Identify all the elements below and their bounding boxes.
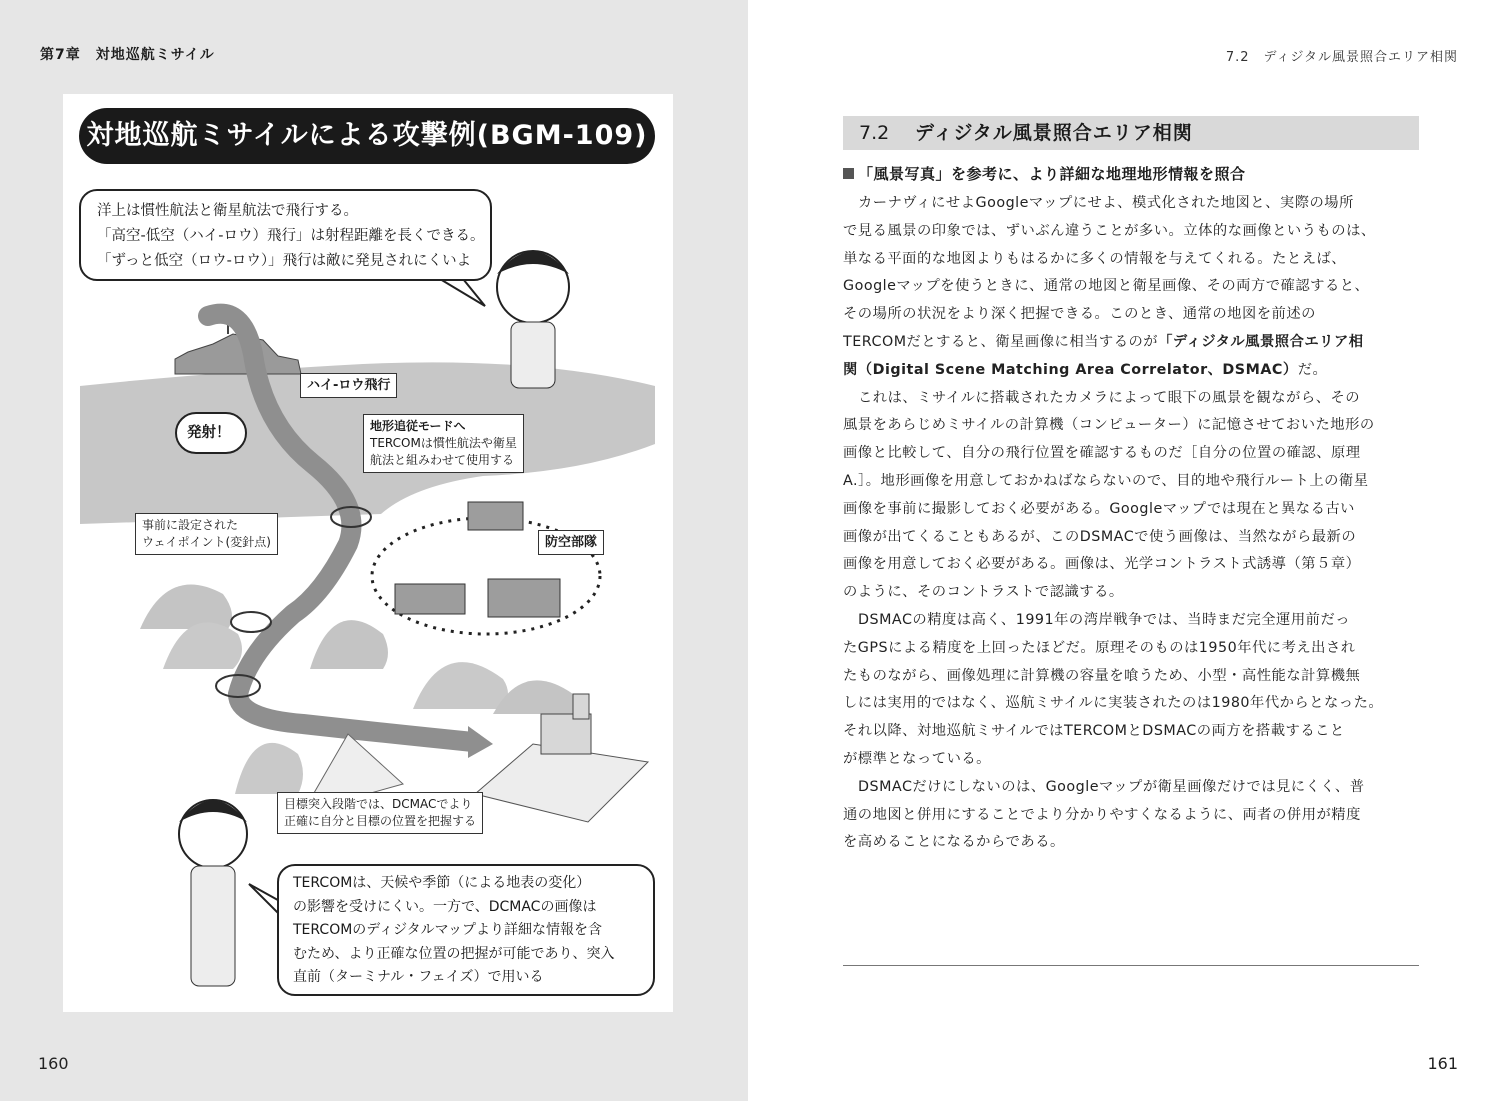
body-line: A.］。地形画像を用意しておかねばならないので、目的地や飛行ルート上の衛星 [843, 472, 1369, 489]
body-line: Googleマップを使うときに、通常の地図と衛星画像、その両方で確認すると、 [843, 278, 1370, 295]
label-waypoint [135, 513, 278, 555]
speech-bubble-bottom [277, 864, 655, 996]
body-line: DSMACだけにしないのは、Googleマップが衛星画像だけでは見にくく、普 [858, 778, 1365, 795]
chapter-running-head: 第7章 対地巡航ミサイル [40, 47, 215, 63]
term-emphasis: 関（Digital Scene Matching Area Correlator、DSMAC） [843, 361, 1298, 378]
body-line: で見る風景の印象では、ずいぶん違うことが多い。立体的な画像というものは、 [843, 222, 1376, 239]
speech-bottom-line: の影響を受けにくい。一方で、DCMACの画像は [293, 898, 597, 915]
page-number-left: 160 [38, 1054, 69, 1073]
speech-top-line: 洋上は慣性航法と衛星航法で飛行する。 [97, 203, 358, 219]
section-heading-bar [843, 116, 1419, 150]
label-terrain-line: 地形追従モードへ [370, 419, 466, 433]
subheading-text: 「風景写真」を参考に、より詳細な地理地形情報を照合 [858, 165, 1246, 183]
label-terminal-line: 正確に自分と目標の位置を把握する [284, 814, 477, 828]
body-line: 画像と比較して、自分の飛行位置を確認するものだ［自分の位置の確認、原理 [843, 445, 1361, 462]
section-title: ディジタル風景照合エリア相関 [915, 122, 1193, 144]
square-bullet-icon [843, 168, 854, 179]
term-emphasis: 「ディジタル風景照合エリア相 [1158, 333, 1364, 350]
figure-title: 対地巡航ミサイルによる攻撃例(BGM-109) [79, 108, 655, 164]
subheading [843, 163, 1246, 184]
speech-bubble-top [79, 189, 492, 281]
page-number-right: 161 [1427, 1054, 1458, 1073]
body-line: 風景をあらじめミサイルの計算機（コンピューター）に記憶させておいた地形の [843, 417, 1375, 434]
illustration-figure [63, 94, 673, 1012]
body-line: これは、ミサイルに搭載されたカメラによって眼下の風景を観ながら、その [858, 389, 1361, 406]
speech-bottom-line: 直前（ターミナル・フェイズ）で用いる [293, 969, 544, 985]
body-text [843, 190, 1419, 857]
end-rule-divider [843, 965, 1419, 966]
body-line: それ以降、対地巡航ミサイルではTERCOMとDSMACの両方を搭載すること [843, 723, 1345, 740]
section-number: 7.2 [859, 122, 890, 144]
body-line: 画像が出てくることもあるが、このDSMACで使う画像は、当然ながら最新の [843, 528, 1357, 545]
body-line [843, 329, 1419, 357]
left-page [0, 0, 748, 1101]
body-line: たものながら、画像処理に計算機の容量を喰うため、小型・高性能な計算機無 [843, 667, 1361, 684]
label-terrain-mode [363, 414, 524, 473]
body-line: 通の地図と併用にすることでより分かりやすくなるように、両者の併用が精度 [843, 806, 1361, 823]
body-line: しには実用的ではなく、巡航ミサイルに実装されたのは1980年代からとなった。 [843, 695, 1384, 712]
body-fragment: だ。 [1297, 361, 1328, 378]
label-waypoint-line: 事前に設定された [142, 518, 239, 532]
section-running-head: 7.2 ディジタル風景照合エリア相関 [1225, 50, 1458, 65]
label-terminal-line: 目標突入段階では、DCMACでより [284, 797, 473, 811]
label-terrain-line: TERCOMは慣性航法や衛星 [370, 436, 517, 450]
speech-top-line: 「ずっと低空（ロウ-ロウ）」飛行は敵に発見されにくいよ [97, 253, 472, 269]
body-line: が標準となっている。 [843, 750, 991, 767]
body-line: のように、そのコントラストで認識する。 [843, 584, 1124, 601]
label-waypoint-line: ウェイポイント(変針点) [142, 535, 271, 549]
speech-bottom-line: むため、より正確な位置の把握が可能であり、突入 [293, 945, 615, 962]
body-line: 画像を事前に撮影しておく必要がある。Googleマップでは現在と異なる古い [843, 500, 1355, 517]
body-line [843, 357, 1419, 385]
right-page [748, 0, 1500, 1101]
launch-bubble: 発射！ [175, 412, 247, 454]
label-hi-lo-flight: ハイ-ロウ飛行 [300, 373, 397, 398]
body-line: その場所の状況をより深く把握できる。このとき、通常の地図を前述の [843, 306, 1316, 323]
speech-top-line: 「高空-低空（ハイ-ロウ）飛行」は射程距離を長くできる。 [97, 228, 485, 244]
body-line: を高めることになるからである。 [843, 834, 1065, 851]
speech-bottom-line: TERCOMは、天候や季節（による地表の変化） [293, 875, 591, 891]
body-line: たGPSによる精度を上回ったほどだ。原理そのものは1950年代に考え出され [843, 639, 1356, 656]
speech-bottom-line: TERCOMのディジタルマップより詳細な情報を含 [293, 922, 603, 938]
body-line: 画像を用意しておく必要がある。画像は、光学コントラスト式誘導（第５章） [843, 556, 1361, 573]
body-fragment: TERCOMだとすると、衛星画像に相当するのが [843, 333, 1159, 350]
body-line: カーナヴィにせよGoogleマップにせよ、模式化された地図と、実際の場所 [858, 195, 1354, 211]
label-air-defense: 防空部隊 [538, 530, 604, 555]
label-terrain-line: 航法と組みわせて使用する [370, 453, 515, 467]
body-line: DSMACの精度は高く、1991年の湾岸戦争では、当時まだ完全運用前だっ [858, 611, 1351, 628]
label-terminal-phase [277, 792, 483, 834]
body-line: 単なる平面的な地図よりもはるかに多くの情報を与えてくれる。たとえば、 [843, 250, 1347, 267]
